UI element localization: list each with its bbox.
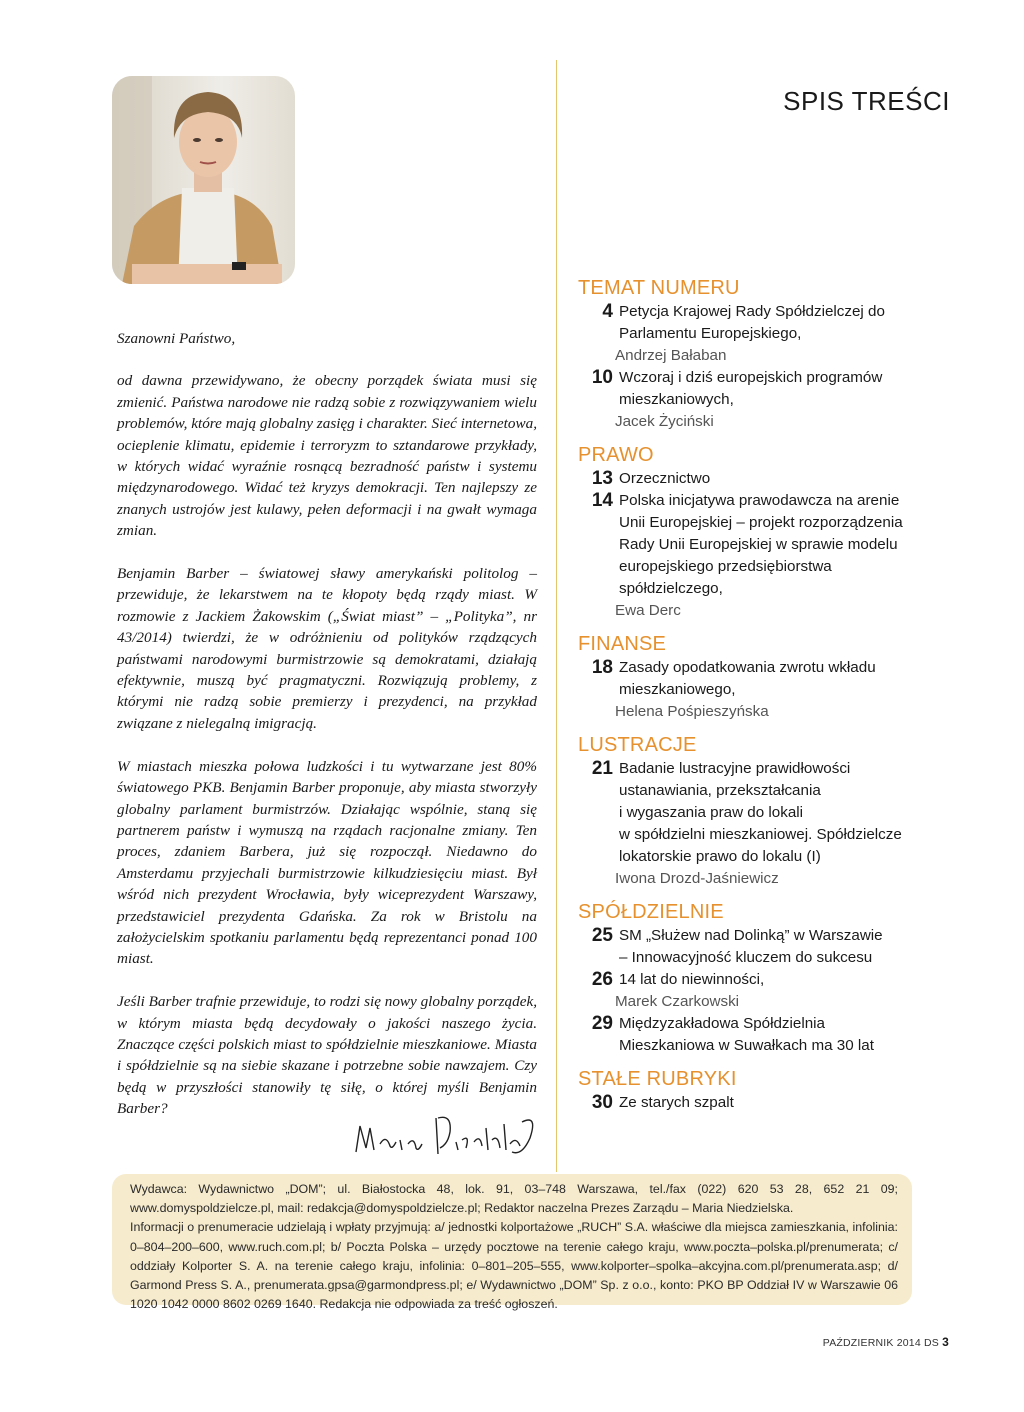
toc-title-line: spółdzielczego, <box>619 580 723 597</box>
toc-title-line: Mieszkaniowa w Suwałkach ma 30 lat <box>619 1037 874 1054</box>
toc-title-line: Orzecznictwo <box>619 470 711 487</box>
toc-title-line: Parlamentu Europejskiego, <box>619 325 802 342</box>
toc-entry <box>578 1092 938 1114</box>
toc-title-line: i wygaszania praw do lokali <box>619 804 804 821</box>
toc-entry-title <box>617 367 882 411</box>
toc-entry-title <box>617 758 902 868</box>
page-number: 3 <box>942 1335 949 1349</box>
toc-entry-title <box>617 490 903 600</box>
toc-section-heading: TEMAT NUMERU <box>578 277 740 299</box>
toc-title-line: Rady Unii Europejskiej w sprawie modelu <box>619 536 898 553</box>
toc-page-number: 26 <box>591 969 613 990</box>
toc-section-stale-rubryki <box>578 1067 938 1114</box>
page-title: SPIS TREŚCI <box>783 86 950 116</box>
toc-title-line: Ze starych szpalt <box>619 1094 734 1111</box>
toc-title-line: 14 lat do niewinności, <box>619 971 765 988</box>
toc-title-line: Wczoraj i dziś europejskich programów <box>619 369 883 386</box>
toc-title-line: Międzyzakładowa Spółdzielnia <box>619 1015 825 1032</box>
handwritten-signature <box>352 1104 542 1164</box>
toc-author: Helena Pośpieszyńska <box>615 703 769 720</box>
toc-entry <box>578 367 938 411</box>
toc-title-line: SM „Służew nad Dolinką” w Warszawie <box>619 927 883 944</box>
toc-entry-title <box>617 1092 734 1114</box>
toc-section-temat-numeru <box>578 276 938 433</box>
toc-entry-title <box>617 969 764 991</box>
toc-title-line: Zasady opodatkowania zwrotu wkładu <box>619 659 876 676</box>
toc-page-number: 21 <box>591 758 613 779</box>
toc-title-line: Unii Europejskiej – projekt rozporządzenia <box>619 514 903 531</box>
toc-author: Andrzej Bałaban <box>615 347 727 364</box>
toc-title-line: – Innowacyjność kluczem do sukcesu <box>619 949 873 966</box>
toc-page-number: 14 <box>591 490 613 511</box>
toc-entry-title <box>617 925 883 969</box>
letter-paragraph: od dawna przewidywano, że obecny porządek świata musi się zmienić. Państwa narodowe nie radzą sobie z rozwiązywaniem wielu problemów, które mają globalny zasięg i charakter. Sieć internetowa, ocieplenie klimatu, epidemie i terroryzm to sztandarowe przykłady, w których widać wyraźnie rosnącą bezradność państw i systemu międzynarodowego. Widać też kryzys demokracji. Ten najlepszy ze znanych ustrojów jest kulawy, pełen deformacji i na gwałt wymaga zmian. <box>117 372 537 540</box>
toc-entry <box>578 925 938 969</box>
toc-entry-title <box>617 468 710 490</box>
page-footer <box>823 1335 949 1349</box>
toc-entry-title <box>617 657 876 701</box>
toc-entry <box>578 758 938 868</box>
toc-section-heading: STAŁE RUBRYKI <box>578 1068 737 1090</box>
toc-entry-title <box>617 301 885 345</box>
editorial-letter <box>117 328 537 1141</box>
toc-page-number: 18 <box>591 657 613 678</box>
toc-section-finanse <box>578 632 938 723</box>
toc-page-number: 4 <box>602 301 613 322</box>
toc-section-heading: SPÓŁDZIELNIE <box>578 901 724 923</box>
toc-title-line: mieszkaniowych, <box>619 391 734 408</box>
publisher-info: Wydawca: Wydawnictwo „DOM”; ul. Białostocka 48, lok. 91, 03–748 Warszawa, tel./fax (022) 620 53 28, 652 21 09; www.domyspoldzielcze.pl, mail: redakcja@domyspoldzielcze.pl; Redaktor naczelna Prezes Zarządu – Maria Niedzielska. <box>130 1182 898 1216</box>
toc-section-heading: PRAWO <box>578 444 654 466</box>
toc-page-number: 30 <box>591 1092 613 1113</box>
toc-page-number: 10 <box>591 367 613 388</box>
publisher-info-box <box>112 1174 912 1312</box>
toc-entry-title <box>617 1013 874 1057</box>
toc-section-heading: LUSTRACJE <box>578 734 697 756</box>
author-portrait <box>112 76 295 284</box>
toc-title-line: Badanie lustracyjne prawidłowości <box>619 760 851 777</box>
toc-entry <box>578 657 938 701</box>
toc-page-number: 29 <box>591 1013 613 1034</box>
toc-title-line: Polska inicjatywa prawodawcza na arenie <box>619 492 900 509</box>
letter-paragraph: Benjamin Barber – światowej sławy amerykański politolog – przewiduje, że lekarstwem na te kłopoty będą rządy miast. W rozmowie z Jackiem Żakowskim („Świat miast” – „Polityka”, nr 43/2014) twierdzi, że w odróżnieniu od polityków rządzących państwami narodowymi burmistrzowie są demokratami, działają efektywnie, muszą być pragmatyczni. Rozwiązują problemy, z którymi nie radzą sobie premierzy i prezydenci, na przykład związane z nielegalną imigracją. <box>117 565 537 732</box>
toc-section-heading: FINANSE <box>578 633 667 655</box>
table-of-contents <box>578 276 938 1124</box>
letter-greeting: Szanowni Państwo, <box>117 330 236 347</box>
toc-author: Iwona Drozd-Jaśniewicz <box>615 870 779 887</box>
subscription-info: Informacji o prenumeracie udzielają i wpłaty przyjmują: a/ jednostki kolportażowe „RUCH” S.A. właściwe dla miejsca zamieszkania, infolinia: 0–804–200–600, www.ruch.com.pl; b/ Poczta Polska – urzędy pocztowe na terenie całego kraju, www.poczta–polska.pl/prenumerata; c/ oddziały Kolporter S. A. na terenie całego kraju, infolinia: 0–801–205–555, www.kolporter–spolka–akcyjna.com.pl/prenumerata.asp; d/ Garmond Press S. A., prenumerata.gpsa@garmondpress.pl; e/ Wydawnictwo „DOM” Sp. z o.o., konto: PKO BP Oddział IV w Warszawie 06 1020 1042 0000 8602 0269 1640. Redakcja nie odpowiada za treść ogłoszeń. <box>130 1220 898 1312</box>
column-divider <box>556 60 557 1172</box>
toc-page-number: 13 <box>591 468 613 489</box>
issue-label: PAŹDZIERNIK 2014 DS <box>822 1337 939 1349</box>
toc-entry <box>578 468 938 490</box>
toc-section-prawo <box>578 443 938 622</box>
toc-title-line: Petycja Krajowej Rady Spółdzielczej do <box>619 303 885 320</box>
letter-paragraph: Jeśli Barber trafnie przewiduje, to rodzi się nowy globalny porządek, w którym miasta będą decydowały o jakości naszego życia. Znaczące części polskich miast to spółdzielnie mieszkaniowe. Miasta i spółdzielnie są na siebie skazane i potrzebne sobie nawzajem. Czy będą w przyszłości stanowiły tę siłę, o której myśli Benjamin Barber? <box>117 993 538 1118</box>
toc-entry <box>578 490 938 600</box>
toc-author: Jacek Życiński <box>615 413 714 430</box>
toc-entry <box>578 301 938 345</box>
toc-title-line: lokatorskie prawo do lokalu (I) <box>619 848 821 865</box>
toc-section-lustracje <box>578 733 938 890</box>
toc-author: Marek Czarkowski <box>615 993 740 1010</box>
toc-title-line: europejskiego przedsiębiorstwa <box>619 558 832 575</box>
letter-paragraph: W miastach mieszka połowa ludzkości i tu wytwarzane jest 80% światowego PKB. Benjamin Barber proponuje, aby miasta stworzyły globalny parlament burmistrzów. Działając wspólnie, staną się partnerem państw i wymuszą na rządach racjonalne zmiany. Ten proces, zdaniem Barbera, już się rozpoczął. Niedawno do Amsterdamu przyjechali burmistrzowie kilkudziesięciu miast. Był wśród nich prezydent Wrocławia, były wiceprezydent Warszawy, przedstawiciel prezydenta Gdańska. Za rok w Bristolu na założycielskim spotkaniu parlamentu będą reprezentanci ponad 100 miast. <box>117 757 537 968</box>
toc-title-line: w spółdzielni mieszkaniowej. Spółdzielcze <box>619 826 902 843</box>
toc-entry <box>578 969 938 991</box>
toc-section-spoldzielnie <box>578 900 938 1057</box>
toc-title-line: mieszkaniowego, <box>619 681 736 698</box>
toc-author: Ewa Derc <box>615 602 681 619</box>
toc-entry <box>578 1013 938 1057</box>
toc-title-line: ustanawiania, przekształcania <box>619 782 821 799</box>
toc-page-number: 25 <box>591 925 613 946</box>
